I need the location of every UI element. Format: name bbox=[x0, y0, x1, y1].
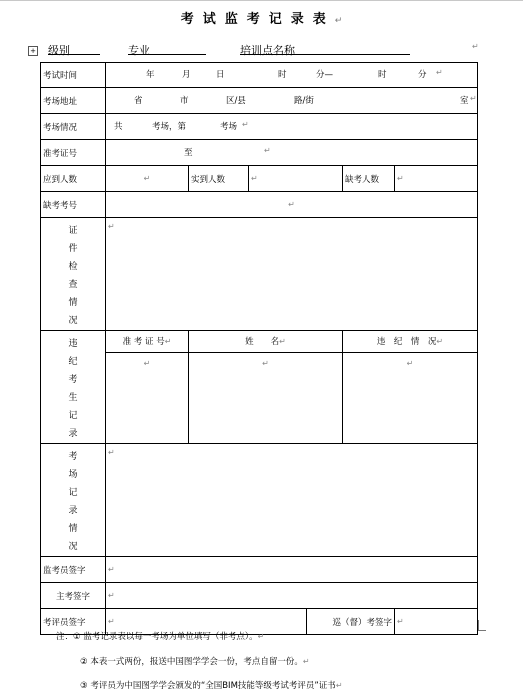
day-unit: 日 bbox=[216, 70, 225, 80]
major-blank[interactable] bbox=[128, 42, 206, 55]
paragraph-mark: ↵ bbox=[436, 68, 443, 77]
room-no-text: 考场 bbox=[220, 121, 238, 132]
expected-count-field[interactable] bbox=[106, 166, 189, 192]
room-record-label: 考 场 记 录 情 况 bbox=[41, 444, 106, 557]
table-move-handle-icon[interactable]: + bbox=[28, 46, 38, 56]
evaluator-sign-label: 考评员签字 bbox=[41, 609, 106, 635]
violation-detail-field[interactable]: ↵ bbox=[343, 352, 478, 443]
paragraph-mark: ↵ bbox=[108, 222, 115, 231]
row-chief-sign bbox=[41, 583, 478, 609]
page-title: 考试监考记录表↵ bbox=[180, 12, 343, 27]
actual-count-field[interactable] bbox=[249, 166, 343, 192]
chief-sign-field[interactable]: ↵ bbox=[106, 583, 478, 609]
level-blank[interactable] bbox=[48, 42, 100, 55]
rooms-text: 考场，第 bbox=[152, 121, 187, 132]
absent-count-label: 缺考人数 bbox=[343, 166, 395, 192]
city-unit: 市 bbox=[180, 95, 189, 106]
hour-unit-2: 时 bbox=[378, 70, 387, 80]
violation-col-ticket: 准 考 证 号↵ bbox=[106, 331, 189, 353]
row-violation-body bbox=[41, 352, 478, 443]
note-2: ② 本表一式两份，报送中国图学学会一份，考点自留一份。↵ bbox=[80, 657, 310, 667]
exam-time-field[interactable] bbox=[106, 63, 478, 88]
level-label: 级别 bbox=[48, 44, 70, 57]
violation-col-detail: 违 纪 情 况↵ bbox=[343, 331, 478, 353]
site-blank[interactable] bbox=[240, 42, 410, 55]
note-1: 注：① 监考记录表以每一考场为单位填写（非考点）。↵ bbox=[56, 632, 265, 642]
exam-room-info-field[interactable] bbox=[106, 114, 478, 140]
row-ticket-no bbox=[41, 140, 478, 166]
note-3: ③ 考评员为中国图学学会颁发的“全国BIM技能等级考试考评员”证书↵ bbox=[80, 681, 343, 691]
page-corner-mark bbox=[478, 620, 486, 631]
proctor-record-table bbox=[40, 62, 478, 635]
id-check-label: 证 件 检 查 情 况 bbox=[41, 218, 106, 331]
actual-count-label: 实到人数 bbox=[189, 166, 249, 192]
row-exam-address bbox=[41, 88, 478, 114]
exam-address-field[interactable] bbox=[106, 88, 478, 114]
header-fields bbox=[48, 42, 488, 58]
paragraph-mark: ↵ bbox=[470, 93, 477, 103]
violation-label: 违 纪 考 生 记 录 bbox=[41, 331, 106, 444]
row-room-record bbox=[41, 444, 478, 557]
absent-count-field[interactable] bbox=[395, 166, 478, 192]
paragraph-mark: ↵ bbox=[264, 145, 271, 155]
paragraph-mark: ↵ bbox=[251, 173, 258, 183]
row-violation-header bbox=[41, 331, 478, 353]
page-top-rule bbox=[0, 0, 523, 1]
month-unit: 月 bbox=[182, 70, 191, 80]
total-text: 共 bbox=[114, 121, 123, 132]
evaluator-sign-field[interactable]: ↵ bbox=[106, 609, 307, 635]
row-exam-room-info bbox=[41, 114, 478, 140]
road-unit: 路/街 bbox=[294, 95, 314, 106]
row-counts bbox=[41, 166, 478, 192]
province-unit: 省 bbox=[134, 95, 143, 106]
major-label: 专业 bbox=[128, 44, 150, 57]
row-exam-time bbox=[41, 63, 478, 88]
inspector-sign-field[interactable]: ↵ bbox=[395, 609, 478, 635]
site-label: 培训点名称 bbox=[240, 44, 295, 57]
paragraph-mark: ↵ bbox=[397, 173, 404, 183]
year-unit: 年 bbox=[146, 70, 155, 80]
proctor-sign-field[interactable]: ↵ bbox=[106, 557, 478, 583]
exam-address-label: 考场地址 bbox=[41, 88, 106, 114]
row-proctor-sign bbox=[41, 557, 478, 583]
absent-no-label: 缺考考号 bbox=[41, 192, 106, 218]
room-record-field[interactable]: ↵ bbox=[106, 444, 478, 557]
inspector-sign-label: 巡（督）考签字 bbox=[307, 609, 395, 635]
violation-ticket-field[interactable]: ↵ bbox=[106, 352, 189, 443]
district-unit: 区/县 bbox=[226, 95, 246, 106]
row-absent-no bbox=[41, 192, 478, 218]
id-check-field[interactable] bbox=[106, 218, 478, 331]
chief-sign-label: 主考签字 bbox=[41, 583, 106, 609]
violation-col-name: 姓 名↵ bbox=[189, 331, 343, 353]
paragraph-mark: ↵ bbox=[334, 16, 343, 26]
minute-unit: 分— bbox=[316, 70, 334, 80]
ticket-no-field[interactable] bbox=[106, 140, 478, 166]
paragraph-mark: ↵ bbox=[472, 42, 479, 51]
to-text: 至 bbox=[184, 147, 193, 158]
expected-count-label: 应到人数 bbox=[41, 166, 106, 192]
proctor-sign-label: 监考员签字 bbox=[41, 557, 106, 583]
absent-no-field[interactable] bbox=[106, 192, 478, 218]
paragraph-mark: ↵ bbox=[242, 119, 249, 129]
hour-unit: 时 bbox=[278, 70, 287, 80]
exam-time-label: 考试时间 bbox=[41, 63, 106, 88]
room-unit: 室 bbox=[460, 95, 469, 106]
paragraph-mark: ↵ bbox=[288, 199, 295, 209]
ticket-no-label: 准考证号 bbox=[41, 140, 106, 166]
minute-unit-2: 分 bbox=[418, 70, 427, 80]
violation-name-field[interactable]: ↵ bbox=[189, 352, 343, 443]
row-id-check bbox=[41, 218, 478, 331]
exam-room-info-label: 考场情况 bbox=[41, 114, 106, 140]
paragraph-mark: ↵ bbox=[143, 173, 151, 183]
